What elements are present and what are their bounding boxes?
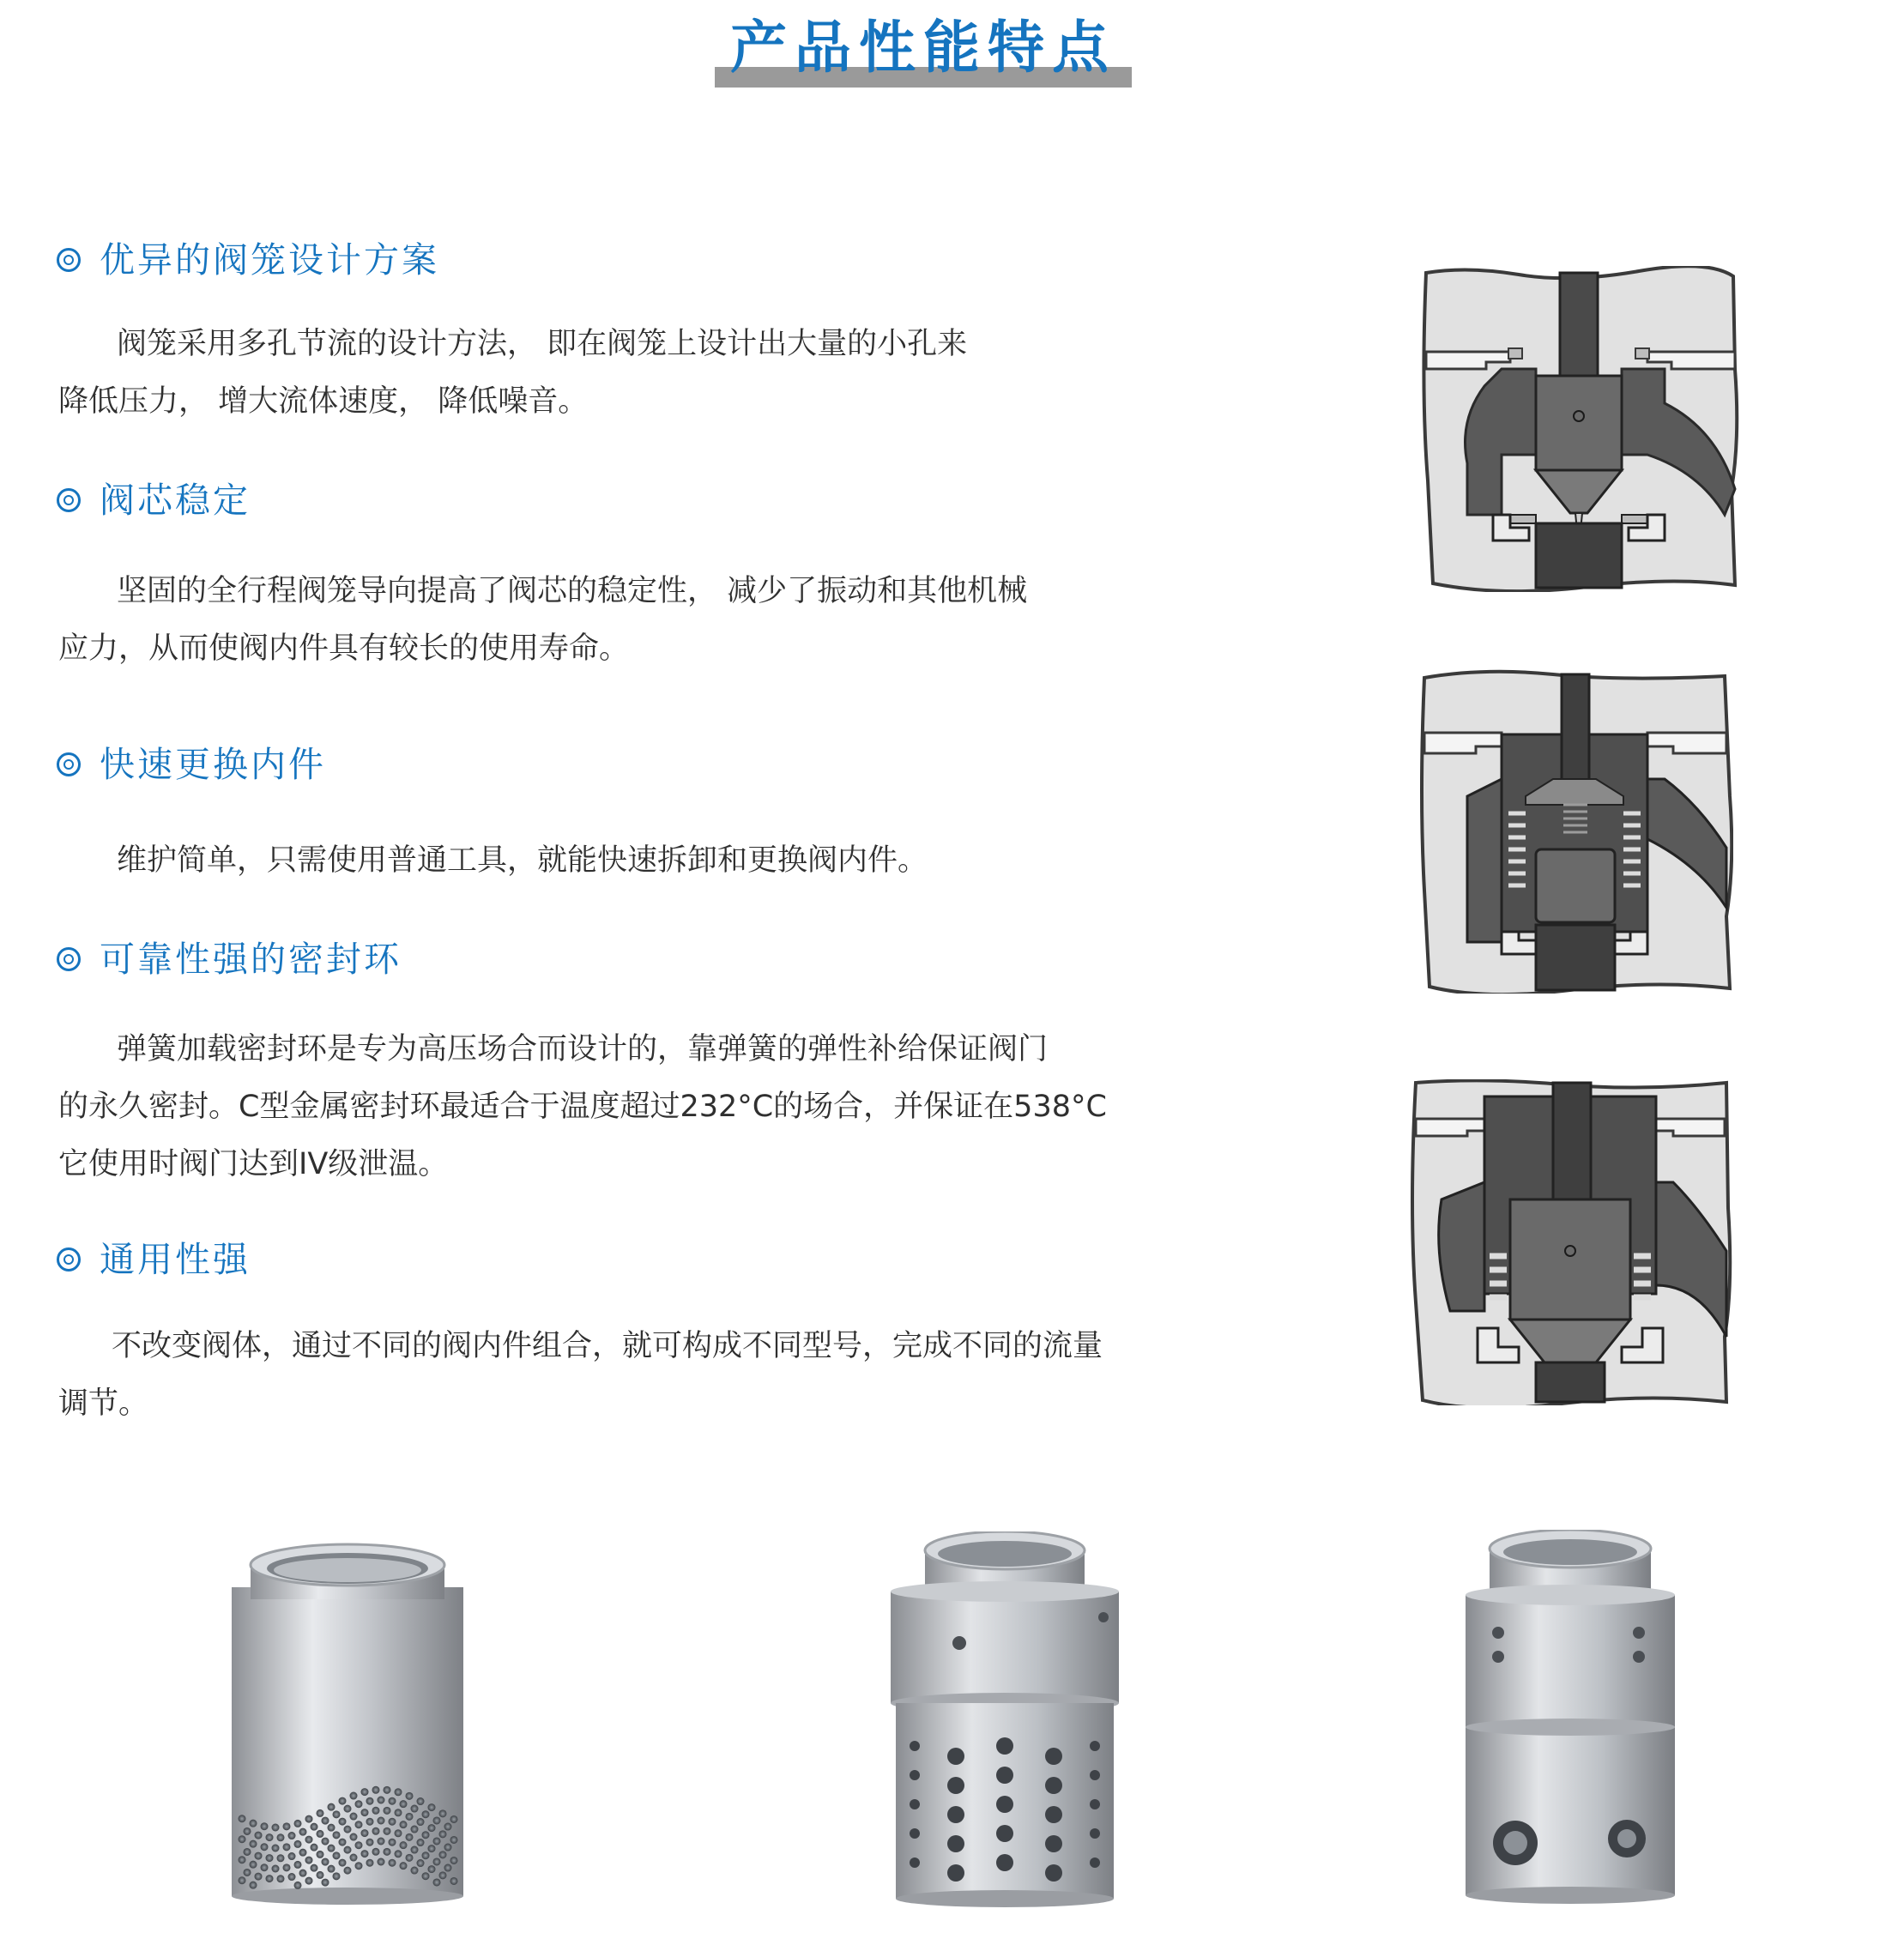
perforation-hole bbox=[255, 1832, 263, 1839]
perforation-hole bbox=[244, 1827, 251, 1835]
perforation-hole bbox=[910, 1857, 920, 1868]
perforation-hole bbox=[366, 1818, 374, 1826]
valve-cross-section-diagram-2 bbox=[1416, 667, 1733, 994]
perforation-hole bbox=[317, 1809, 324, 1817]
perforation-hole bbox=[395, 1829, 402, 1837]
perforation-hole bbox=[400, 1862, 408, 1870]
perforation-hole bbox=[406, 1833, 414, 1841]
section-heading-text: 阀芯稳定 bbox=[100, 480, 251, 521]
perforation-hole bbox=[947, 1748, 964, 1765]
section-heading-cage-design bbox=[57, 239, 439, 281]
perforation-hole bbox=[322, 1838, 329, 1845]
perforation-hole bbox=[444, 1844, 452, 1851]
perforation-hole bbox=[433, 1857, 441, 1865]
perforation-hole bbox=[355, 1862, 363, 1870]
perforation-hole bbox=[239, 1815, 246, 1822]
body-line: 不改变阀体，通过不同的阀内件组合，就可构成不同型号，完成不同的流量 bbox=[112, 1329, 1103, 1363]
perforation-hole bbox=[433, 1878, 441, 1886]
section-heading-seal-ring bbox=[57, 938, 402, 981]
perforation-hole bbox=[428, 1824, 436, 1832]
body-line: 应力，从而使阀内件具有较长的使用寿命。 bbox=[58, 631, 630, 666]
perforation-hole bbox=[294, 1882, 302, 1889]
section-body-plug-stability bbox=[58, 563, 1131, 678]
perforation-hole bbox=[339, 1818, 347, 1826]
body-line: 坚固的全行程阀笼导向提高了阀芯的稳定性， 减少了振动和其他机械 bbox=[117, 574, 1028, 608]
perforation-hole bbox=[344, 1846, 352, 1854]
valve-cage-photo-3 bbox=[1459, 1530, 1682, 1907]
perforation-hole bbox=[266, 1875, 274, 1882]
perforation-hole bbox=[378, 1838, 385, 1845]
perforation-hole bbox=[372, 1827, 380, 1835]
perforation-hole bbox=[333, 1831, 341, 1839]
perforation-hole bbox=[996, 1737, 1013, 1755]
perforation-hole bbox=[947, 1864, 964, 1882]
perforation-hole bbox=[378, 1858, 385, 1866]
perforation-hole bbox=[947, 1835, 964, 1852]
perforation-hole bbox=[422, 1851, 430, 1859]
perforation-hole bbox=[1090, 1799, 1100, 1809]
section-body-quick-change bbox=[58, 832, 1131, 890]
perforation-hole bbox=[355, 1821, 363, 1828]
perforation-hole bbox=[261, 1843, 269, 1851]
section-heading-quick-change bbox=[57, 743, 326, 786]
perforation-hole bbox=[317, 1830, 324, 1838]
perforation-hole bbox=[266, 1833, 274, 1841]
perforation-hole bbox=[996, 1825, 1013, 1842]
perforation-hole bbox=[384, 1848, 391, 1856]
perforation-hole bbox=[317, 1851, 324, 1858]
body-line: 弹簧加载密封环是专为高压场合而设计的，靠弹簧的弹性补给保证阀门 bbox=[117, 1032, 1049, 1066]
perforation-hole bbox=[395, 1850, 402, 1857]
perforation-hole bbox=[355, 1841, 363, 1849]
perforation-hole bbox=[433, 1837, 441, 1845]
perforation-hole bbox=[283, 1843, 291, 1851]
body-line: 阀笼采用多孔节流的设计方法， 即在阀笼上设计出大量的小孔来 bbox=[117, 327, 968, 361]
perforation-hole bbox=[384, 1807, 391, 1815]
perforation-hole bbox=[411, 1826, 419, 1833]
perforation-hole bbox=[450, 1857, 458, 1864]
section-heading-text: 可靠性强的密封环 bbox=[100, 939, 402, 980]
perforation-hole bbox=[947, 1777, 964, 1794]
perforation-hole bbox=[1045, 1777, 1062, 1794]
perforation-hole bbox=[305, 1857, 313, 1864]
perforation-hole bbox=[350, 1854, 358, 1862]
double-circle-icon bbox=[57, 1247, 81, 1272]
perforation-hole bbox=[299, 1870, 307, 1877]
perforation-hole bbox=[910, 1741, 920, 1751]
section-heading-text: 快速更换内件 bbox=[100, 744, 326, 785]
perforation-hole bbox=[277, 1854, 285, 1862]
perforation-hole bbox=[395, 1809, 402, 1816]
perforation-hole bbox=[277, 1875, 285, 1882]
perforation-hole bbox=[400, 1841, 408, 1849]
section-body-seal-ring bbox=[58, 1021, 1131, 1193]
perforation-hole bbox=[439, 1871, 447, 1879]
double-circle-icon bbox=[57, 488, 81, 512]
perforation-hole bbox=[239, 1856, 246, 1864]
double-circle-icon bbox=[57, 752, 81, 776]
perforation-hole bbox=[406, 1813, 414, 1821]
perforation-hole bbox=[333, 1851, 341, 1859]
perforation-hole bbox=[255, 1873, 263, 1881]
perforation-hole bbox=[344, 1805, 352, 1813]
perforation-hole bbox=[317, 1871, 324, 1879]
perforation-hole bbox=[294, 1820, 302, 1827]
perforation-hole bbox=[1090, 1770, 1100, 1780]
perforation-hole bbox=[339, 1797, 347, 1805]
perforation-hole bbox=[400, 1821, 408, 1828]
perforation-hole bbox=[422, 1810, 430, 1818]
section-body-versatility bbox=[58, 1318, 1131, 1433]
section-body-cage-design bbox=[58, 316, 1131, 431]
perforation-hole bbox=[261, 1822, 269, 1830]
perforation-hole bbox=[366, 1839, 374, 1846]
perforation-hole bbox=[344, 1867, 352, 1875]
perforation-hole bbox=[361, 1788, 369, 1796]
perforation-hole bbox=[311, 1844, 318, 1851]
perforation-hole bbox=[411, 1846, 419, 1854]
perforation-hole bbox=[417, 1859, 425, 1867]
double-circle-icon bbox=[57, 248, 81, 272]
perforation-hole bbox=[378, 1797, 385, 1804]
perforation-hole bbox=[910, 1770, 920, 1780]
perforation-hole bbox=[266, 1854, 274, 1862]
valve-cross-section-diagram-3 bbox=[1407, 1079, 1733, 1405]
section-heading-text: 通用性强 bbox=[100, 1239, 251, 1280]
perforation-hole bbox=[339, 1839, 347, 1846]
perforation-hole bbox=[411, 1867, 419, 1875]
perforation-hole bbox=[450, 1877, 458, 1885]
body-line: 维护简单，只需使用普通工具，就能快速拆卸和更换阀内件。 bbox=[117, 843, 928, 878]
perforation-hole bbox=[250, 1882, 257, 1889]
perforation-hole bbox=[444, 1823, 452, 1831]
perforation-hole bbox=[350, 1813, 358, 1821]
perforation-hole bbox=[428, 1865, 436, 1873]
perforation-hole bbox=[239, 1876, 246, 1884]
perforation-hole bbox=[996, 1796, 1013, 1813]
perforation-hole bbox=[411, 1805, 419, 1813]
perforation-hole bbox=[311, 1864, 318, 1872]
perforation-hole bbox=[311, 1823, 318, 1831]
perforation-hole bbox=[355, 1800, 363, 1808]
perforation-hole bbox=[272, 1823, 280, 1831]
perforation-hole bbox=[322, 1817, 329, 1825]
perforation-hole bbox=[417, 1839, 425, 1846]
perforation-hole bbox=[328, 1845, 335, 1852]
body-line: 的永久密封。C型金属密封环最适合于温度超过232°C的场合，并保证在538°C bbox=[58, 1090, 1107, 1124]
perforation-hole bbox=[1090, 1857, 1100, 1868]
perforation-hole bbox=[444, 1864, 452, 1872]
perforation-hole bbox=[283, 1864, 291, 1871]
perforation-hole bbox=[361, 1809, 369, 1816]
perforation-hole bbox=[439, 1830, 447, 1838]
perforation-hole bbox=[328, 1824, 335, 1832]
section-heading-text: 优异的阀笼设计方案 bbox=[100, 239, 439, 281]
perforation-hole bbox=[422, 1831, 430, 1839]
perforation-hole bbox=[428, 1803, 436, 1811]
perforation-hole bbox=[406, 1854, 414, 1862]
perforation-hole bbox=[406, 1792, 414, 1800]
perforation-hole bbox=[389, 1797, 396, 1805]
perforation-hole bbox=[277, 1833, 285, 1841]
perforation-hole bbox=[288, 1873, 296, 1881]
perforation-hole bbox=[272, 1844, 280, 1851]
perforation-hole bbox=[239, 1835, 246, 1843]
perforation-hole bbox=[272, 1864, 280, 1872]
perforation-hole bbox=[996, 1854, 1013, 1871]
perforation-hole bbox=[439, 1809, 447, 1817]
perforation-hole bbox=[384, 1827, 391, 1835]
perforation-hole bbox=[372, 1848, 380, 1856]
perforation-hole bbox=[947, 1806, 964, 1823]
perforation-hole bbox=[1090, 1828, 1100, 1839]
valve-cross-section-diagram-1 bbox=[1416, 266, 1742, 592]
perforation-hole bbox=[366, 1859, 374, 1867]
perforation-hole bbox=[389, 1818, 396, 1826]
valve-cage-photo-2 bbox=[880, 1531, 1129, 1909]
perforation-hole bbox=[428, 1845, 436, 1852]
perforation-hole bbox=[422, 1872, 430, 1880]
perforation-hole bbox=[322, 1879, 329, 1887]
perforation-hole bbox=[1045, 1835, 1062, 1852]
perforation-hole bbox=[333, 1810, 341, 1818]
perforation-hole bbox=[433, 1816, 441, 1824]
perforation-hole bbox=[1045, 1806, 1062, 1823]
section-heading-versatility bbox=[57, 1238, 251, 1281]
perforation-hole bbox=[1090, 1741, 1100, 1751]
section-heading-plug-stability bbox=[57, 479, 251, 522]
perforation-hole bbox=[261, 1864, 269, 1871]
perforation-hole bbox=[1045, 1748, 1062, 1765]
double-circle-icon bbox=[57, 947, 81, 971]
perforation-hole bbox=[996, 1767, 1013, 1784]
perforation-hole bbox=[400, 1800, 408, 1808]
perforation-hole bbox=[389, 1859, 396, 1867]
perforation-hole bbox=[372, 1786, 380, 1794]
perforation-hole bbox=[389, 1839, 396, 1846]
valve-cage-photo-1 bbox=[223, 1536, 472, 1905]
perforation-hole bbox=[255, 1852, 263, 1860]
perforation-hole bbox=[350, 1792, 358, 1800]
perforation-hole bbox=[384, 1786, 391, 1794]
perforation-hole bbox=[305, 1836, 313, 1844]
perforation-hole bbox=[350, 1833, 358, 1841]
perforation-hole bbox=[328, 1865, 335, 1873]
perforation-hole bbox=[288, 1852, 296, 1860]
body-line: 降低压力， 增大流体速度， 降低噪音。 bbox=[58, 384, 589, 419]
perforation-hole bbox=[417, 1818, 425, 1826]
perforation-hole bbox=[294, 1840, 302, 1848]
perforation-hole bbox=[372, 1807, 380, 1815]
perforation-hole bbox=[361, 1850, 369, 1857]
perforation-hole bbox=[439, 1851, 447, 1858]
perforation-hole bbox=[283, 1822, 291, 1830]
perforation-hole bbox=[305, 1877, 313, 1885]
perforation-hole bbox=[361, 1829, 369, 1837]
perforation-hole bbox=[305, 1815, 313, 1823]
perforation-hole bbox=[288, 1832, 296, 1839]
perforation-hole bbox=[299, 1849, 307, 1857]
perforation-hole bbox=[299, 1828, 307, 1836]
perforation-hole bbox=[417, 1797, 425, 1805]
perforation-hole bbox=[910, 1799, 920, 1809]
perforation-hole bbox=[244, 1848, 251, 1856]
perforation-hole bbox=[1045, 1864, 1062, 1882]
perforation-hole bbox=[910, 1828, 920, 1839]
perforation-hole bbox=[328, 1803, 335, 1811]
perforation-hole bbox=[450, 1815, 458, 1823]
perforation-hole bbox=[378, 1817, 385, 1825]
perforation-hole bbox=[250, 1840, 257, 1848]
body-line: 调节。 bbox=[58, 1386, 149, 1421]
perforation-hole bbox=[344, 1826, 352, 1833]
perforation-hole bbox=[250, 1861, 257, 1869]
perforation-hole bbox=[244, 1869, 251, 1876]
perforation-hole bbox=[366, 1797, 374, 1805]
perforation-hole bbox=[322, 1858, 329, 1866]
perforation-hole bbox=[250, 1820, 257, 1827]
body-line: 它使用时阀门达到IV级泄温。 bbox=[58, 1147, 449, 1181]
perforation-hole bbox=[294, 1861, 302, 1869]
page-title-block bbox=[715, 15, 1132, 88]
perforation-hole bbox=[339, 1859, 347, 1867]
perforation-hole bbox=[333, 1872, 341, 1880]
perforation-hole bbox=[395, 1788, 402, 1796]
page-title: 产品性能特点 bbox=[730, 15, 1116, 81]
perforation-hole bbox=[450, 1836, 458, 1844]
